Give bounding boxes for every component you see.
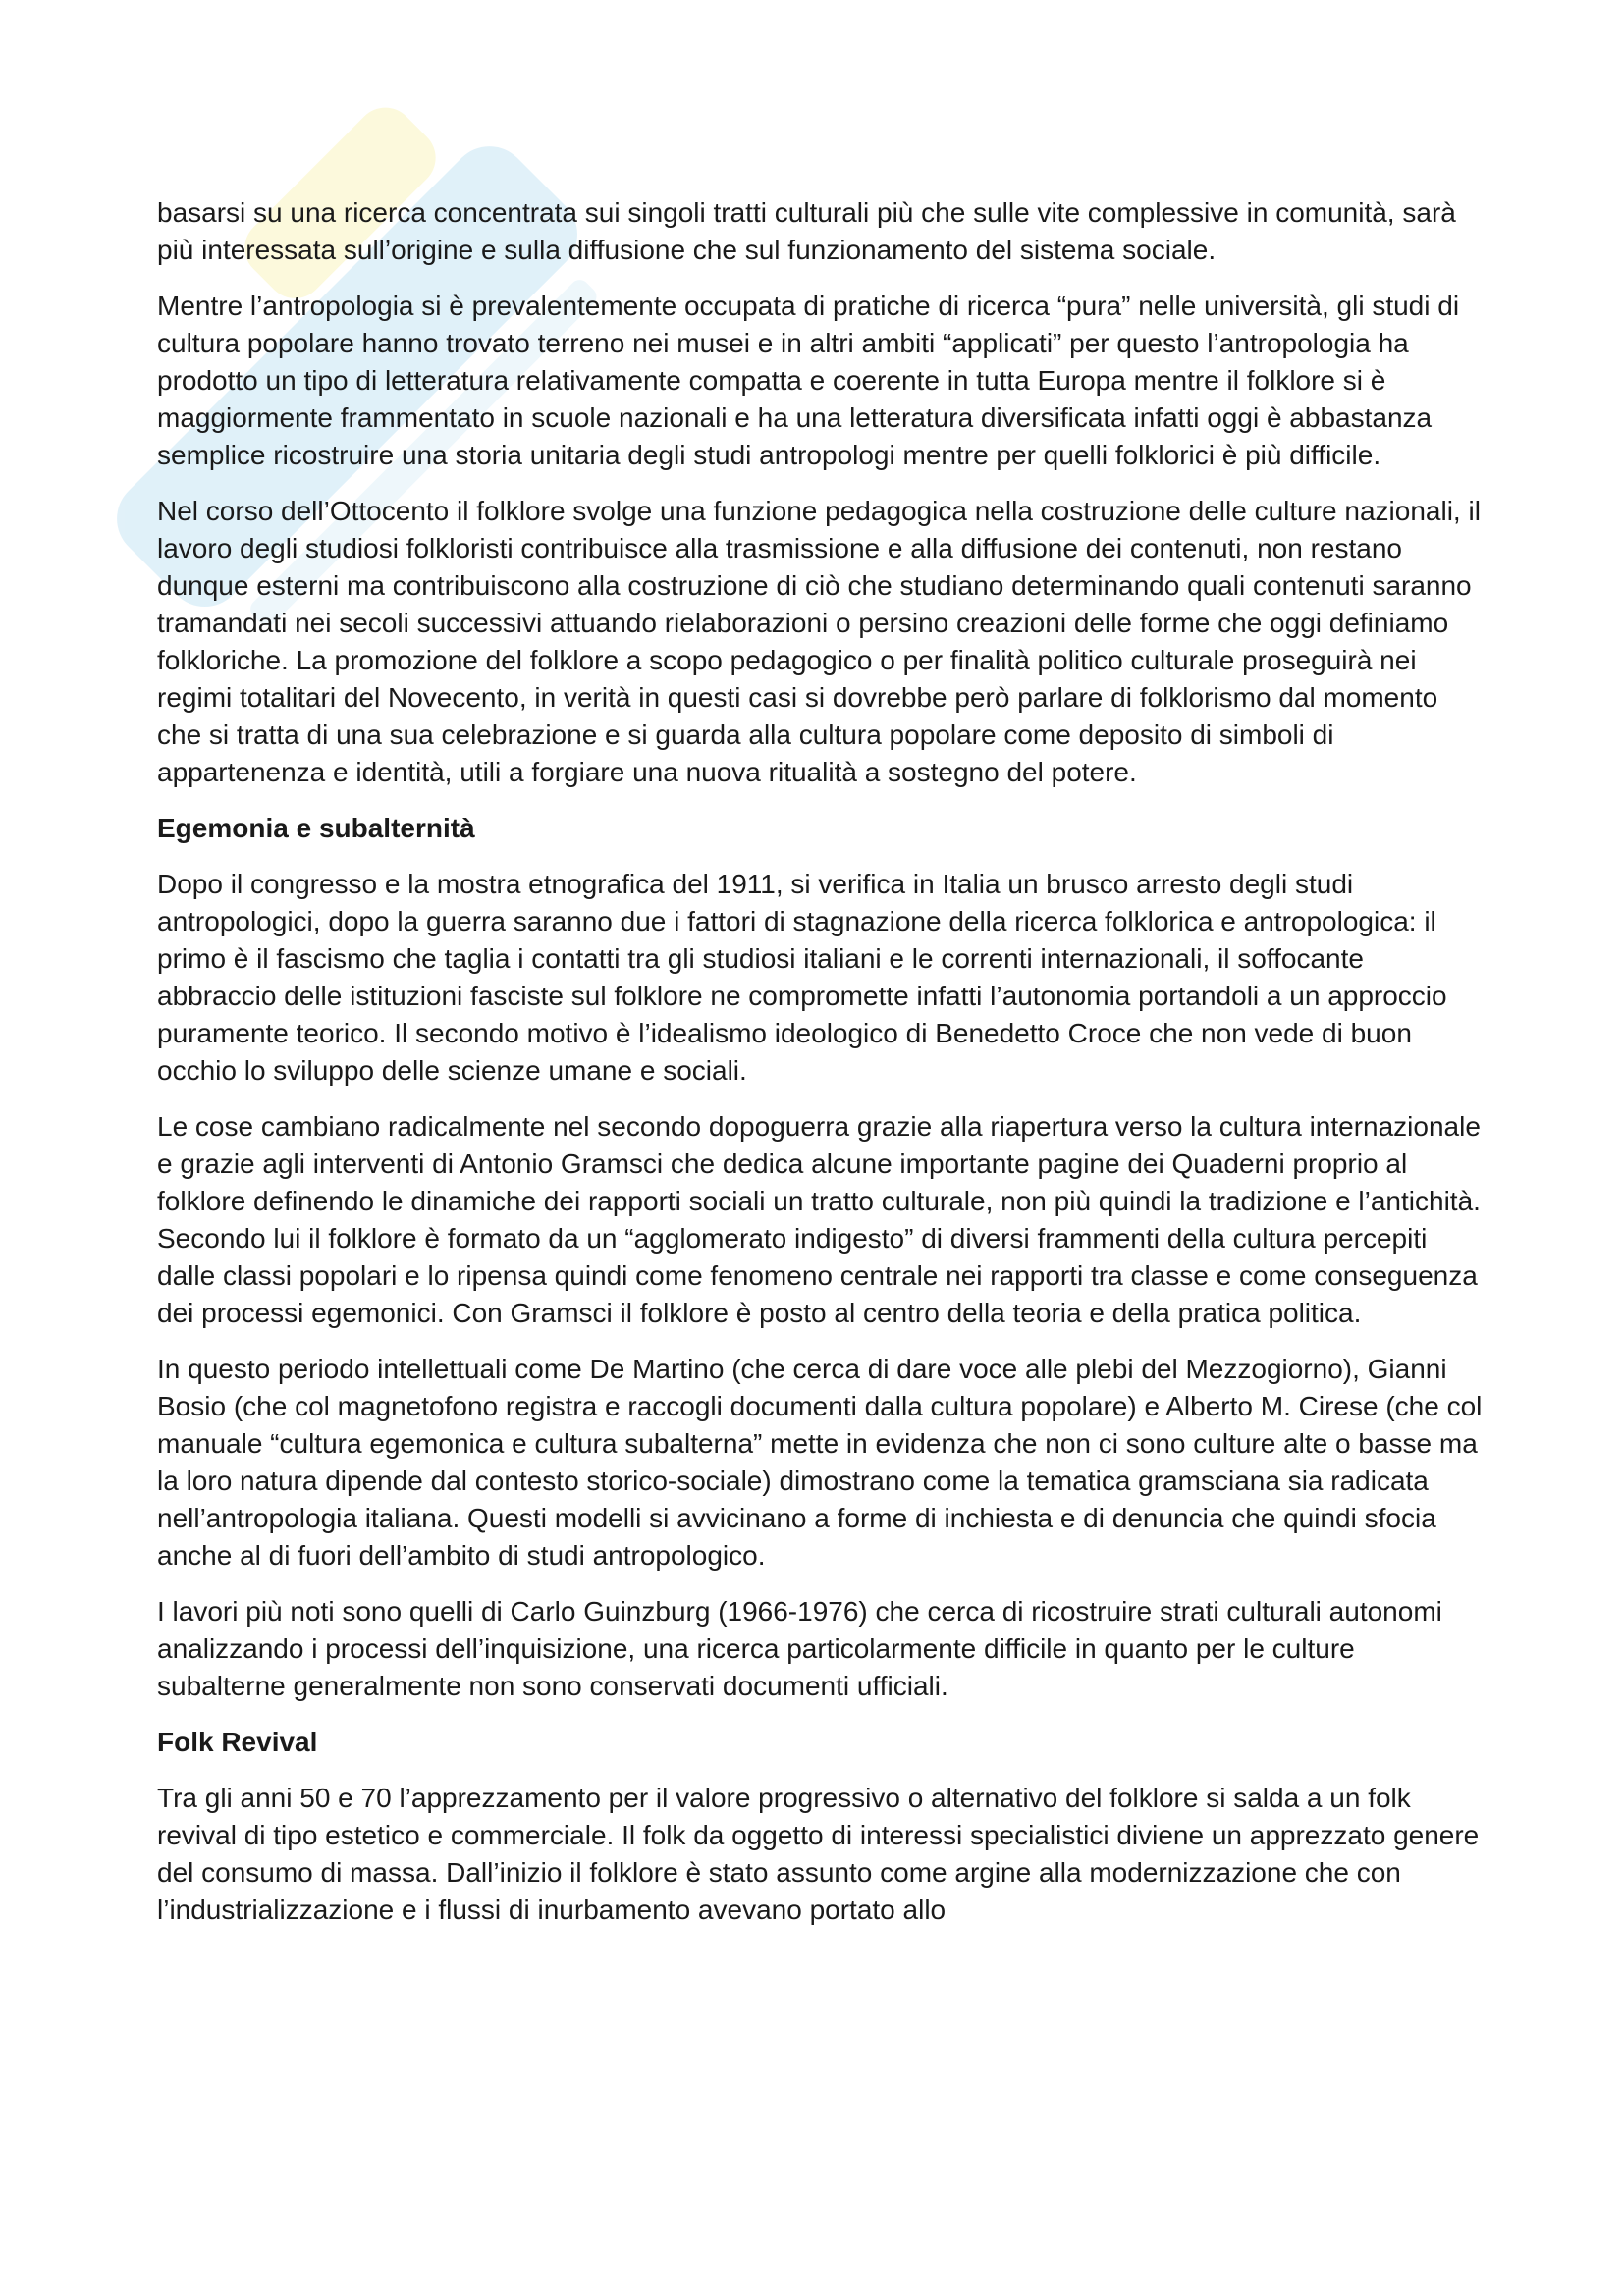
body-paragraph: Nel corso dell’Ottocento il folklore svolge una funzione pedagogica nella costruzione delle culture nazionali, il lavoro degli studiosi folkloristi contribuisce alla trasmissione e alla diffusione dei contenuti, non restano dunque esterni ma contribuiscono alla costruzione di ciò che studiano determinando quali contenuti saranno tramandati nei secoli successivi attuando rielaborazioni o persino creazioni delle forme che oggi definiamo folkloriche. La promozione del folklore a scopo pedagogico o per finalità politico culturale proseguirà nei regimi totalitari del Novecento, in verità in questi casi si dovrebbe però parlare di folklorismo dal momento che si tratta di una sua celebrazione e si guarda alla cultura popolare come deposito di simboli di appartenenza e identità, utili a forgiare una nuova ritualità a sostegno del potere. bbox=[157, 496, 1481, 787]
body-paragraph: I lavori più noti sono quelli di Carlo Guinzburg (1966-1976) che cerca di ricostruire strati culturali autonomi analizzando i processi dell’inquisizione, una ricerca particolarmente difficile in quanto per le culture subalterne generalmente non sono conservati documenti ufficiali. bbox=[157, 1596, 1442, 1701]
body-paragraph: Dopo il congresso e la mostra etnografica del 1911, si verifica in Italia un brusco arresto degli studi antropologici, dopo la guerra saranno due i fattori di stagnazione della ricerca folklorica e antropologica: il primo è il fascismo che taglia i contatti tra gli studiosi italiani e le correnti internazionali, il soffocante abbraccio delle istituzioni fasciste sul folklore ne compromette infatti l’autonomia portandoli a un approccio puramente teorico. Il secondo motivo è l’idealismo ideologico di Benedetto Croce che non vede di buon occhio lo sviluppo delle scienze umane e sociali. bbox=[157, 869, 1447, 1086]
page-content bbox=[157, 194, 1483, 1948]
body-paragraph: basarsi su una ricerca concentrata sui singoli tratti culturali più che sulle vite complessive in comunità, sarà più interessata sull’origine e sulla diffusione che sul funzionamento del sistema sociale. bbox=[157, 197, 1456, 265]
body-paragraph: In questo periodo intellettuali come De Martino (che cerca di dare voce alle plebi del Mezzogiorno), Gianni Bosio (che col magnetofono registra e raccogli documenti dalla cultura popolare) e Alberto M. Cirese (che col manuale “cultura egemonica e cultura subalterna” mette in evidenza che non ci sono culture alte o basse ma la loro natura dipende dal contesto storico-sociale) dimostrano come la tematica gramsciana sia radicata nell’antropologia italiana. Questi modelli si avvicinano a forme di inchiesta e di denuncia che quindi sfocia anche al di fuori dell’ambito di studi antropologico. bbox=[157, 1354, 1483, 1571]
section-heading: Egemonia e subalternità bbox=[157, 813, 475, 843]
body-paragraph: Mentre l’antropologia si è prevalentemente occupata di pratiche di ricerca “pura” nelle università, gli studi di cultura popolare hanno trovato terreno nei musei e in altri ambiti “applicati” per questo l’antropologia ha prodotto un tipo di letteratura relativamente compatta e coerente in tutta Europa mentre il folklore si è maggiormente frammentato in scuole nazionali e ha una letteratura diversificata infatti oggi è abbastanza semplice ricostruire una storia unitaria degli studi antropologi mentre per quelli folklorici è più difficile. bbox=[157, 291, 1460, 470]
section-heading: Folk Revival bbox=[157, 1727, 318, 1757]
body-paragraph: Tra gli anni 50 e 70 l’apprezzamento per il valore progressivo o alternativo del folklore si salda a un folk revival di tipo estetico e commerciale. Il folk da oggetto di interessi specialistici diviene un apprezzato genere del consumo di massa. Dall’inizio il folklore è stato assunto come argine alla modernizzazione che con l’industrializzazione e i flussi di inurbamento avevano portato allo bbox=[157, 1783, 1480, 1925]
body-paragraph: Le cose cambiano radicalmente nel secondo dopoguerra grazie alla riapertura verso la cultura internazionale e grazie agli interventi di Antonio Gramsci che dedica alcune importante pagine dei Quaderni proprio al folklore definendo le dinamiche dei rapporti sociali un tratto culturale, non più quindi la tradizione e l’antichità. Secondo lui il folklore è formato da un “agglomerato indigesto” di diversi frammenti della cultura percepiti dalle classi popolari e lo ripensa quindi come fenomeno centrale nei rapporti tra classe e come conseguenza dei processi egemonici. Con Gramsci il folklore è posto al centro della teoria e della pratica politica. bbox=[157, 1111, 1481, 1328]
